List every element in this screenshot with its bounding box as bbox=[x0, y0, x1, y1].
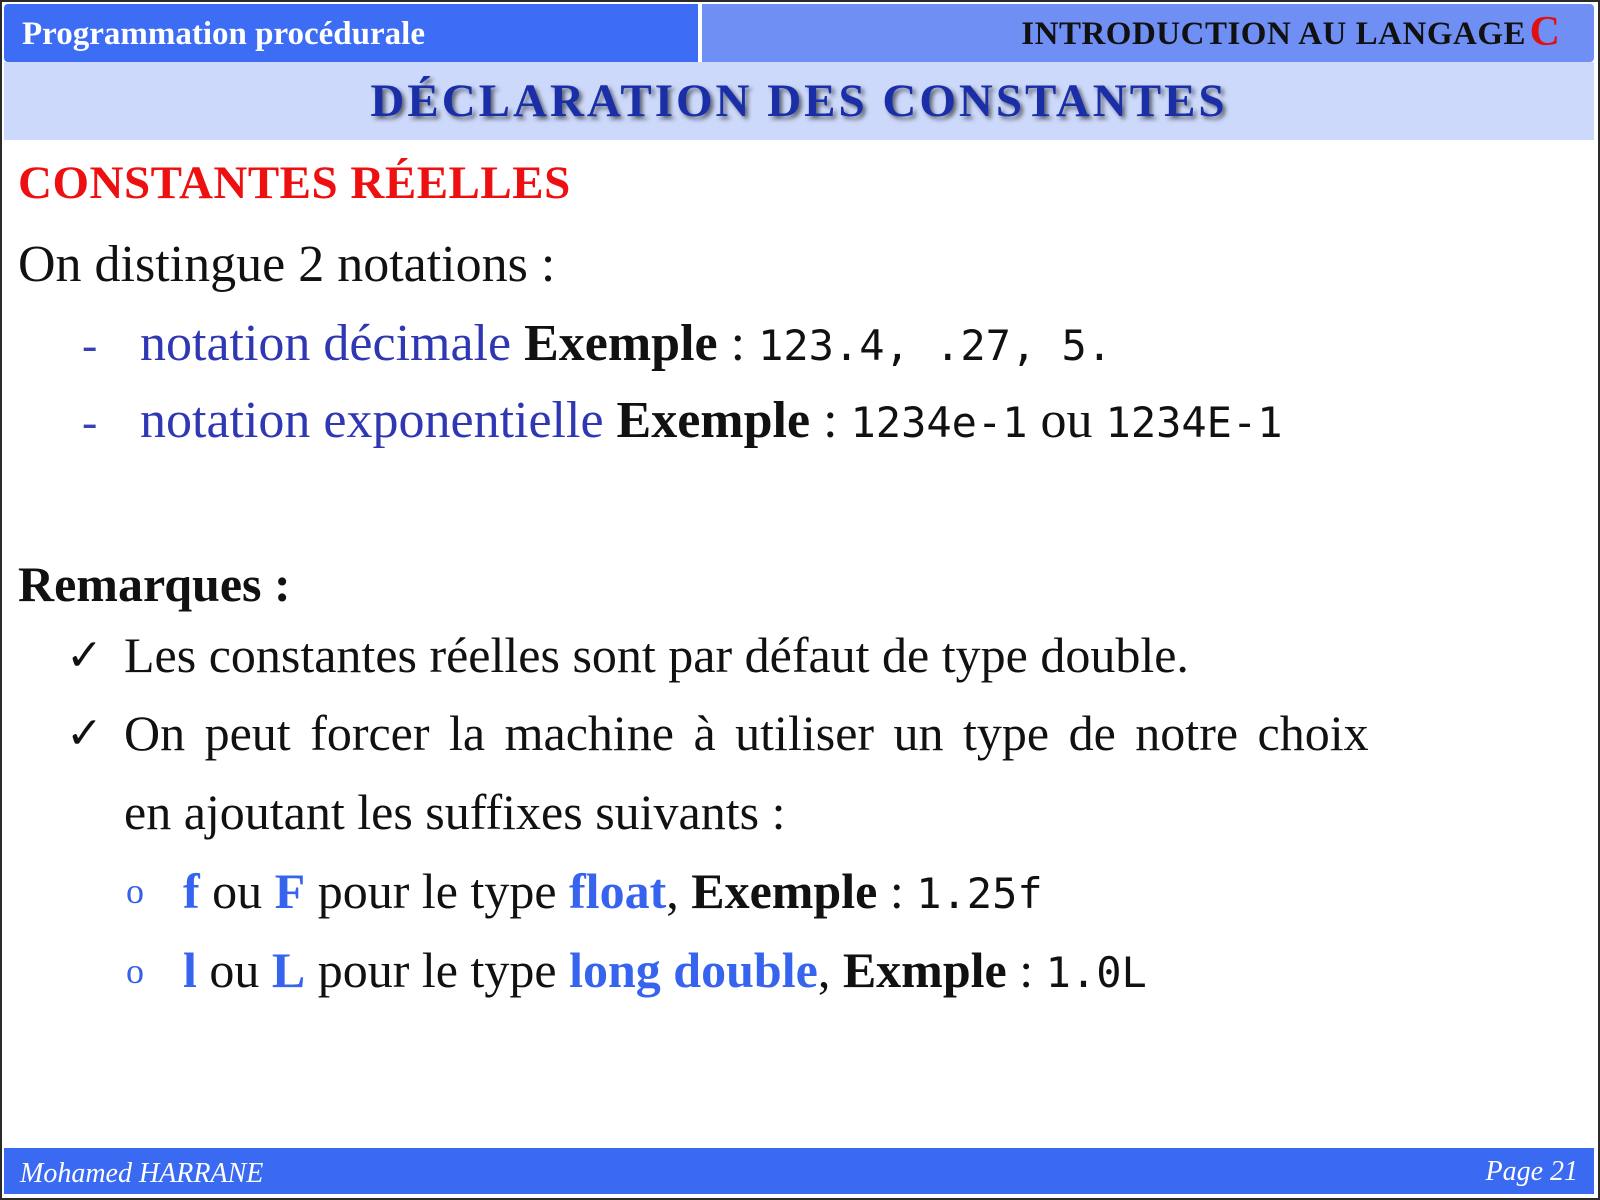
comma: , bbox=[666, 863, 692, 919]
connector-text: pour le type bbox=[305, 942, 570, 998]
circle-bullet: o bbox=[126, 951, 144, 991]
dash-bullet: - bbox=[82, 319, 98, 370]
section-heading: CONSTANTES RÉELLES bbox=[18, 157, 571, 209]
suffix-lower: l bbox=[183, 942, 197, 998]
circle-bullet: o bbox=[126, 871, 144, 911]
notation-exponential bbox=[140, 391, 1283, 450]
slide-title: DÉCLARATION DES CONSTANTES bbox=[370, 75, 1228, 127]
chapter-title: INTRODUCTION AU LANGAGE bbox=[1021, 16, 1526, 52]
suffix-upper: L bbox=[271, 942, 306, 998]
author-name: Mohamed HARRANE bbox=[20, 1158, 264, 1189]
separator: : bbox=[877, 863, 917, 919]
example-code: 1234e-1 bbox=[850, 398, 1028, 447]
intro-text: On distingue 2 notations : bbox=[18, 236, 556, 293]
remark-text: On peut forcer la machine à utiliser un type de notre choix bbox=[124, 705, 1369, 761]
remarks-heading: Remarques : bbox=[18, 556, 291, 612]
page-number: Page 21 bbox=[1485, 1156, 1578, 1187]
notation-name: notation exponentielle bbox=[140, 392, 604, 449]
connector-text: ou bbox=[1027, 392, 1106, 449]
connector-text: ou bbox=[199, 863, 275, 919]
type-name: long double bbox=[569, 942, 818, 998]
type-name: float bbox=[569, 863, 667, 919]
separator: : bbox=[717, 315, 759, 372]
notation-decimal bbox=[140, 314, 1112, 373]
example-code: 123.4, .27, 5. bbox=[758, 321, 1113, 370]
example-code: 1.0L bbox=[1045, 948, 1147, 997]
separator: : bbox=[1006, 942, 1046, 998]
connector-text: pour le type bbox=[305, 863, 570, 919]
remark-text-continued: en ajoutant les suffixes suivants : bbox=[124, 784, 786, 840]
footer-bar bbox=[4, 1148, 1594, 1194]
example-label: Exemple bbox=[691, 863, 878, 919]
course-title: Programmation procédurale bbox=[22, 16, 425, 52]
suffix-float bbox=[183, 862, 1043, 920]
suffix-lower: f bbox=[183, 863, 200, 919]
chapter-letter: C bbox=[1529, 9, 1560, 55]
connector-text: ou bbox=[196, 942, 272, 998]
notation-name: notation décimale bbox=[140, 315, 512, 372]
example-code: 1234E-1 bbox=[1105, 398, 1283, 447]
check-icon: ✓ bbox=[66, 709, 103, 758]
remark-text: Les constantes réelles sont par défaut de type double. bbox=[124, 627, 1189, 683]
example-label: Exmple bbox=[842, 942, 1007, 998]
check-icon: ✓ bbox=[66, 631, 103, 680]
suffix-long-double bbox=[183, 941, 1147, 999]
dash-bullet: - bbox=[82, 396, 98, 447]
example-label: Exemple bbox=[524, 315, 718, 372]
example-label: Exemple bbox=[616, 392, 811, 449]
suffix-upper: F bbox=[274, 863, 306, 919]
comma: , bbox=[817, 942, 843, 998]
separator: : bbox=[810, 392, 851, 449]
example-code: 1.25f bbox=[916, 869, 1043, 918]
